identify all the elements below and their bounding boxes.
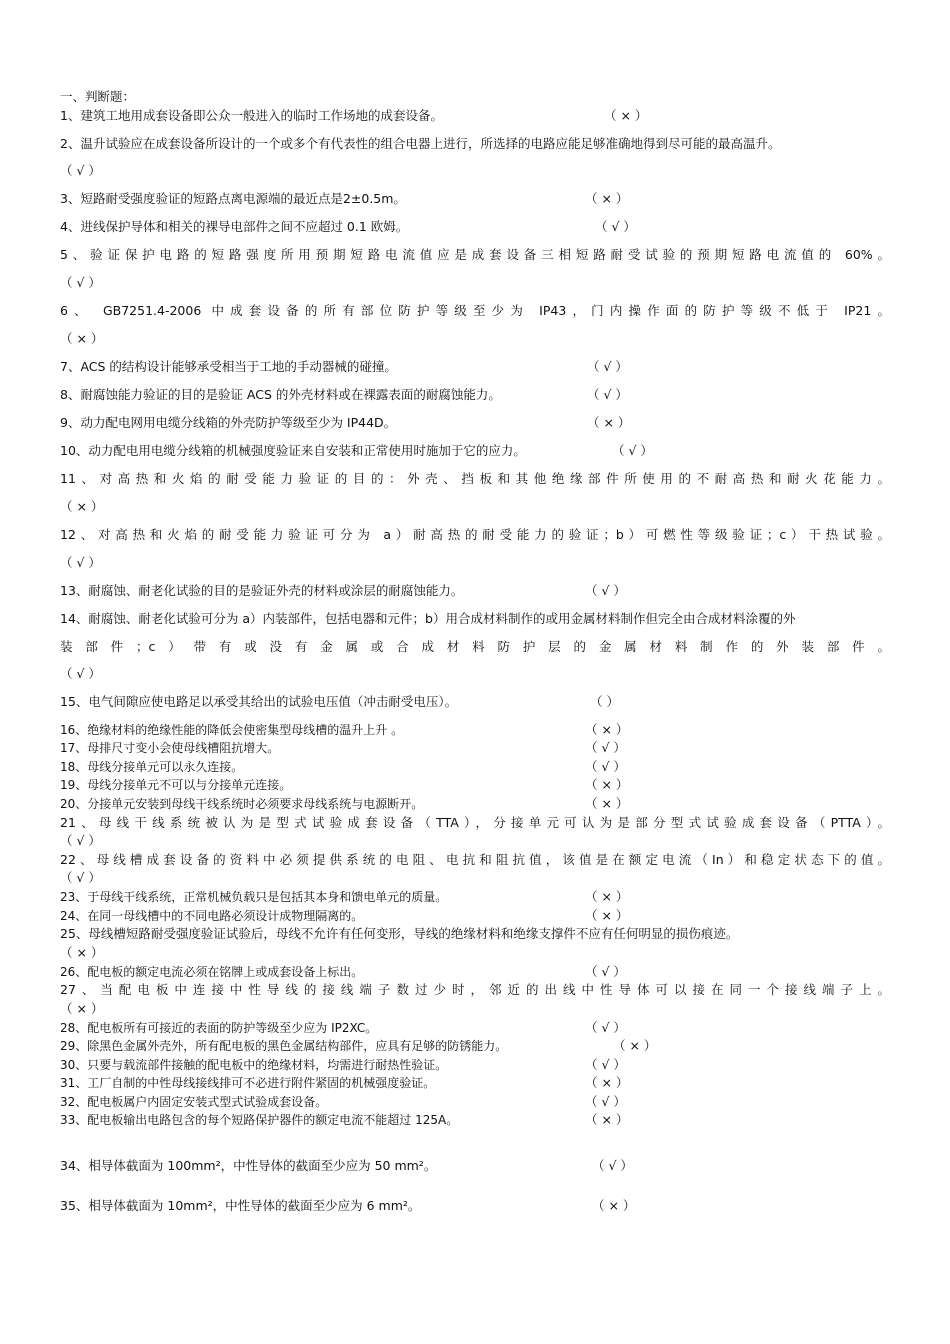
section-title: 一、判断题： <box>60 89 136 104</box>
question-answer: （ √ ） <box>585 1057 626 1072</box>
question-text: 6、 GB7251.4-2006 中成套设备的所有部位防护等级至少为 IP43，门内操作面的防护等级不低于 IP21。 <box>60 303 890 318</box>
question-text: 21、母线干线系统被认为是型式试验成套设备（TTA），分接单元可认为是部分型式试验成套设备（PTTA）。 <box>60 815 890 830</box>
question-answer: （ √ ） <box>60 555 101 570</box>
question-answer: （ × ） <box>60 331 104 346</box>
question-answer: （ √ ） <box>592 1158 633 1173</box>
question-text: 31、工厂自制的中性母线接线排可不必进行附件紧固的机械强度验证。 <box>60 1076 436 1090</box>
question-answer: （ × ） <box>585 889 629 904</box>
question-answer: （ × ） <box>585 908 629 923</box>
question-answer: （ × ） <box>585 191 629 206</box>
question-answer: （ × ） <box>585 777 629 792</box>
question-answer: （ √ ） <box>587 359 628 374</box>
question-text: 17、母排尺寸变小会使母线槽阻抗增大。 <box>60 741 280 755</box>
question-text: 12、对高热和火焰的耐受能力验证可分为 a）耐高热的耐受能力的验证；b）可燃性等级验证；c）干热试验。 <box>60 527 890 542</box>
question-answer: （ × ） <box>585 1075 629 1090</box>
question-text: 33、配电板输出电路包含的每个短路保护器件的额定电流不能超过 125A。 <box>60 1113 459 1127</box>
question-answer: （ √ ） <box>585 759 626 774</box>
question-text: 1、建筑工地用成套设备即公众一般进入的临时工作场地的成套设备。 <box>60 108 443 123</box>
question-answer: （ √ ） <box>60 870 101 885</box>
question-answer: （ √ ） <box>60 275 101 290</box>
question-answer: （ √ ） <box>585 583 626 598</box>
question-text: 29、除黑色金属外壳外，所有配电板的黑色金属结构部件，应具有足够的防锈能力。 <box>60 1039 508 1053</box>
question-answer: （ √ ） <box>595 219 636 234</box>
question-answer: （ × ） <box>60 1001 104 1016</box>
question-answer: （ ） <box>590 694 619 709</box>
question-text: 25、母线槽短路耐受强度验证试验后，母线不允许有任何变形，导线的绝缘材料和绝缘支撑件不应有任何明显的损伤痕迹。 <box>60 926 739 941</box>
question-text: 10、动力配电用电缆分线箱的机械强度验证来自安装和正常使用时施加于它的应力。 <box>60 443 526 458</box>
question-text: 30、只要与载流部件接触的配电板中的绝缘材料，均需进行耐热性验证。 <box>60 1058 448 1072</box>
question-text-continued: 装部件；c）带有或没有金属或合成材料防护层的金属材料制作的外装部件。 <box>60 639 890 654</box>
question-answer: （ √ ） <box>585 1020 626 1035</box>
question-answer: （ √ ） <box>60 833 101 848</box>
question-answer: （ × ） <box>60 499 104 514</box>
question-text: 7、ACS 的结构设计能够承受相当于工地的手动器械的碰撞。 <box>60 359 397 374</box>
question-answer: （ √ ） <box>60 666 101 681</box>
question-answer: （ × ） <box>604 108 648 123</box>
question-text: 18、母线分接单元可以永久连接。 <box>60 760 244 774</box>
question-text: 24、在同一母线槽中的不同电路必须设计成物理隔离的。 <box>60 909 364 923</box>
question-text: 19、母线分接单元不可以与分接单元连接。 <box>60 778 292 792</box>
question-answer: （ × ） <box>587 415 631 430</box>
question-text: 15、电气间隙应使电路足以承受其给出的试验电压值（冲击耐受电压）。 <box>60 694 458 709</box>
question-answer: （ √ ） <box>612 443 653 458</box>
question-answer: （ × ） <box>585 1112 629 1127</box>
question-answer: （ × ） <box>592 1198 636 1213</box>
question-text: 32、配电板属户内固定安装式型式试验成套设备。 <box>60 1095 328 1109</box>
question-answer: （ √ ） <box>585 964 626 979</box>
question-text: 34、相导体截面为 100mm²，中性导体的截面至少应为 50 mm²。 <box>60 1158 437 1173</box>
question-text: 14、耐腐蚀、耐老化试验可分为 a）内装部件，包括电器和元件；b）用合成材料制作的或用金属材料制作但完全由合成材料涂覆的外 <box>60 611 796 626</box>
question-text: 11、对高热和火焰的耐受能力验证的目的：外壳、挡板和其他绝缘部件所使用的不耐高热和耐火花能力。 <box>60 471 890 486</box>
question-answer: （ × ） <box>60 945 104 960</box>
question-text: 20、分接单元安装到母线干线系统时必须要求母线系统与电源断开。 <box>60 797 424 811</box>
question-text: 4、进线保护导体和相关的裸导电部件之间不应超过 0.1 欧姆。 <box>60 219 409 234</box>
question-text: 9、动力配电网用电缆分线箱的外壳防护等级至少为 IP44D。 <box>60 415 397 430</box>
question-text: 13、耐腐蚀、耐老化试验的目的是验证外壳的材料或涂层的耐腐蚀能力。 <box>60 583 464 598</box>
question-text: 5、验证保护电路的短路强度所用预期短路电流值应是成套设备三相短路耐受试验的预期短路电流值的 60%。 <box>60 247 890 262</box>
question-text: 26、配电板的额定电流必须在铭牌上或成套设备上标出。 <box>60 965 364 979</box>
question-text: 8、耐腐蚀能力验证的目的是验证 ACS 的外壳材料或在裸露表面的耐腐蚀能力。 <box>60 387 501 402</box>
question-text: 16、绝缘材料的绝缘性能的降低会使密集型母线槽的温升上升 。 <box>60 723 404 737</box>
question-answer: （ × ） <box>585 796 629 811</box>
question-text: 27、当配电板中连接中性导线的接线端子数过少时，邻近的出线中性导体可以接在同一个接线端子上。 <box>60 982 890 997</box>
question-text: 23、于母线干线系统，正常机械负载只是包括其本身和馈电单元的质量。 <box>60 890 448 904</box>
question-answer: （ √ ） <box>585 1094 626 1109</box>
question-answer: （ √ ） <box>60 163 101 178</box>
question-answer: （ √ ） <box>585 740 626 755</box>
question-text: 3、短路耐受强度验证的短路点离电源端的最近点是2±0.5m。 <box>60 191 406 206</box>
question-text: 22、母线槽成套设备的资料中必须提供系统的电阻、电抗和阻抗值，该值是在额定电流（In）和稳定状态下的值。 <box>60 852 890 867</box>
question-answer: （ √ ） <box>587 387 628 402</box>
question-text: 35、相导体截面为 10mm²，中性导体的截面至少应为 6 mm²。 <box>60 1198 421 1213</box>
question-text: 2、温升试验应在成套设备所设计的一个或多个有代表性的组合电器上进行，所选择的电路应能足够准确地得到尽可能的最高温升。 <box>60 136 781 151</box>
question-text: 28、配电板所有可接近的表面的防护等级至少应为 IP2XC。 <box>60 1021 378 1035</box>
question-answer: （ × ） <box>613 1038 657 1053</box>
question-answer: （ × ） <box>585 722 629 737</box>
